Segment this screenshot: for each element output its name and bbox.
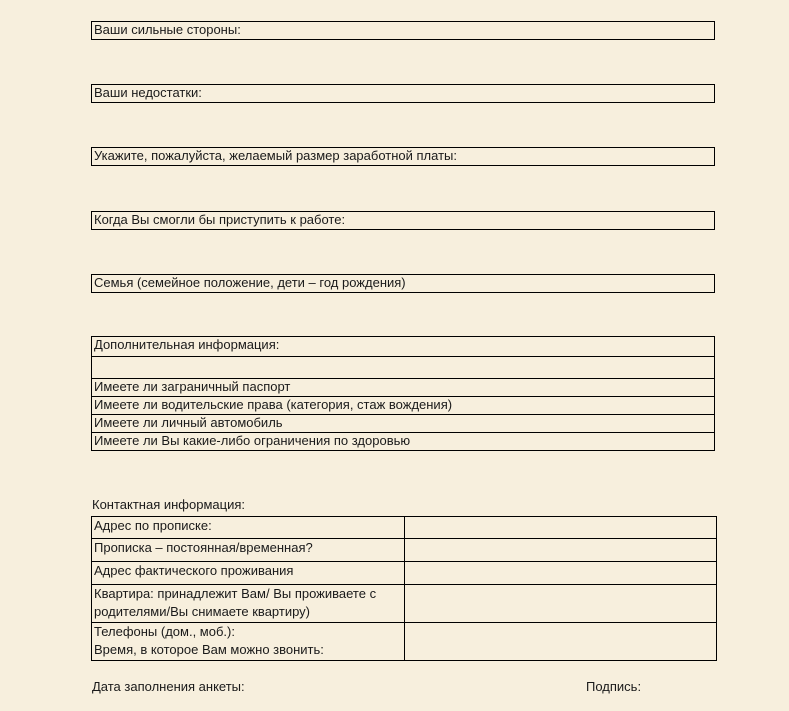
registration-address-input[interactable] xyxy=(405,517,717,539)
additional-info-title: Дополнительная информация: xyxy=(94,337,280,352)
registration-type-label: Прописка – постоянная/временная? xyxy=(92,539,405,562)
family-label: Семья (семейное положение, дети – год рождения) xyxy=(94,275,406,290)
car-row[interactable]: Имеете ли личный автомобиль xyxy=(92,414,714,432)
apartment-label: Квартира: принадлежит Вам/ Вы проживаете с родителями/Вы снимаете квартиру) xyxy=(92,585,405,623)
family-field[interactable] xyxy=(91,274,715,293)
phones-label: Телефоны (дом., моб.): Время, в которое Вам можно звонить: xyxy=(92,623,405,661)
registration-type-input[interactable] xyxy=(405,539,717,562)
strengths-label: Ваши сильные стороны: xyxy=(94,22,241,37)
table-row xyxy=(92,562,717,585)
additional-info-table xyxy=(91,336,715,451)
weaknesses-label: Ваши недостатки: xyxy=(94,85,202,100)
additional-info-blank-row[interactable] xyxy=(92,356,714,378)
salary-field[interactable] xyxy=(91,147,715,166)
apartment-input[interactable] xyxy=(405,585,717,623)
strengths-field[interactable] xyxy=(91,21,715,40)
salary-label: Укажите, пожалуйста, желаемый размер заработной платы: xyxy=(94,148,457,163)
contact-info-title: Контактная информация: xyxy=(92,497,245,512)
health-row[interactable]: Имеете ли Вы какие-либо ограничения по здоровью xyxy=(92,432,714,450)
table-row xyxy=(92,623,717,661)
phones-input[interactable] xyxy=(405,623,717,661)
start-date-field[interactable] xyxy=(91,211,715,230)
passport-row[interactable]: Имеете ли заграничный паспорт xyxy=(92,378,714,396)
signature-label: Подпись: xyxy=(586,679,642,694)
start-date-label: Когда Вы смогли бы приступить к работе: xyxy=(94,212,346,227)
fill-date-label: Дата заполнения анкеты: xyxy=(92,679,245,694)
table-row xyxy=(92,539,717,562)
contact-info-table xyxy=(91,516,717,661)
actual-address-input[interactable] xyxy=(405,562,717,585)
registration-address-label: Адрес по прописке: xyxy=(92,517,405,539)
driving-license-row[interactable]: Имеете ли водительские права (категория, стаж вождения) xyxy=(92,396,714,414)
weaknesses-field[interactable] xyxy=(91,84,715,103)
table-row xyxy=(92,517,717,539)
actual-address-label: Адрес фактического проживания xyxy=(92,562,405,585)
table-row xyxy=(92,585,717,623)
